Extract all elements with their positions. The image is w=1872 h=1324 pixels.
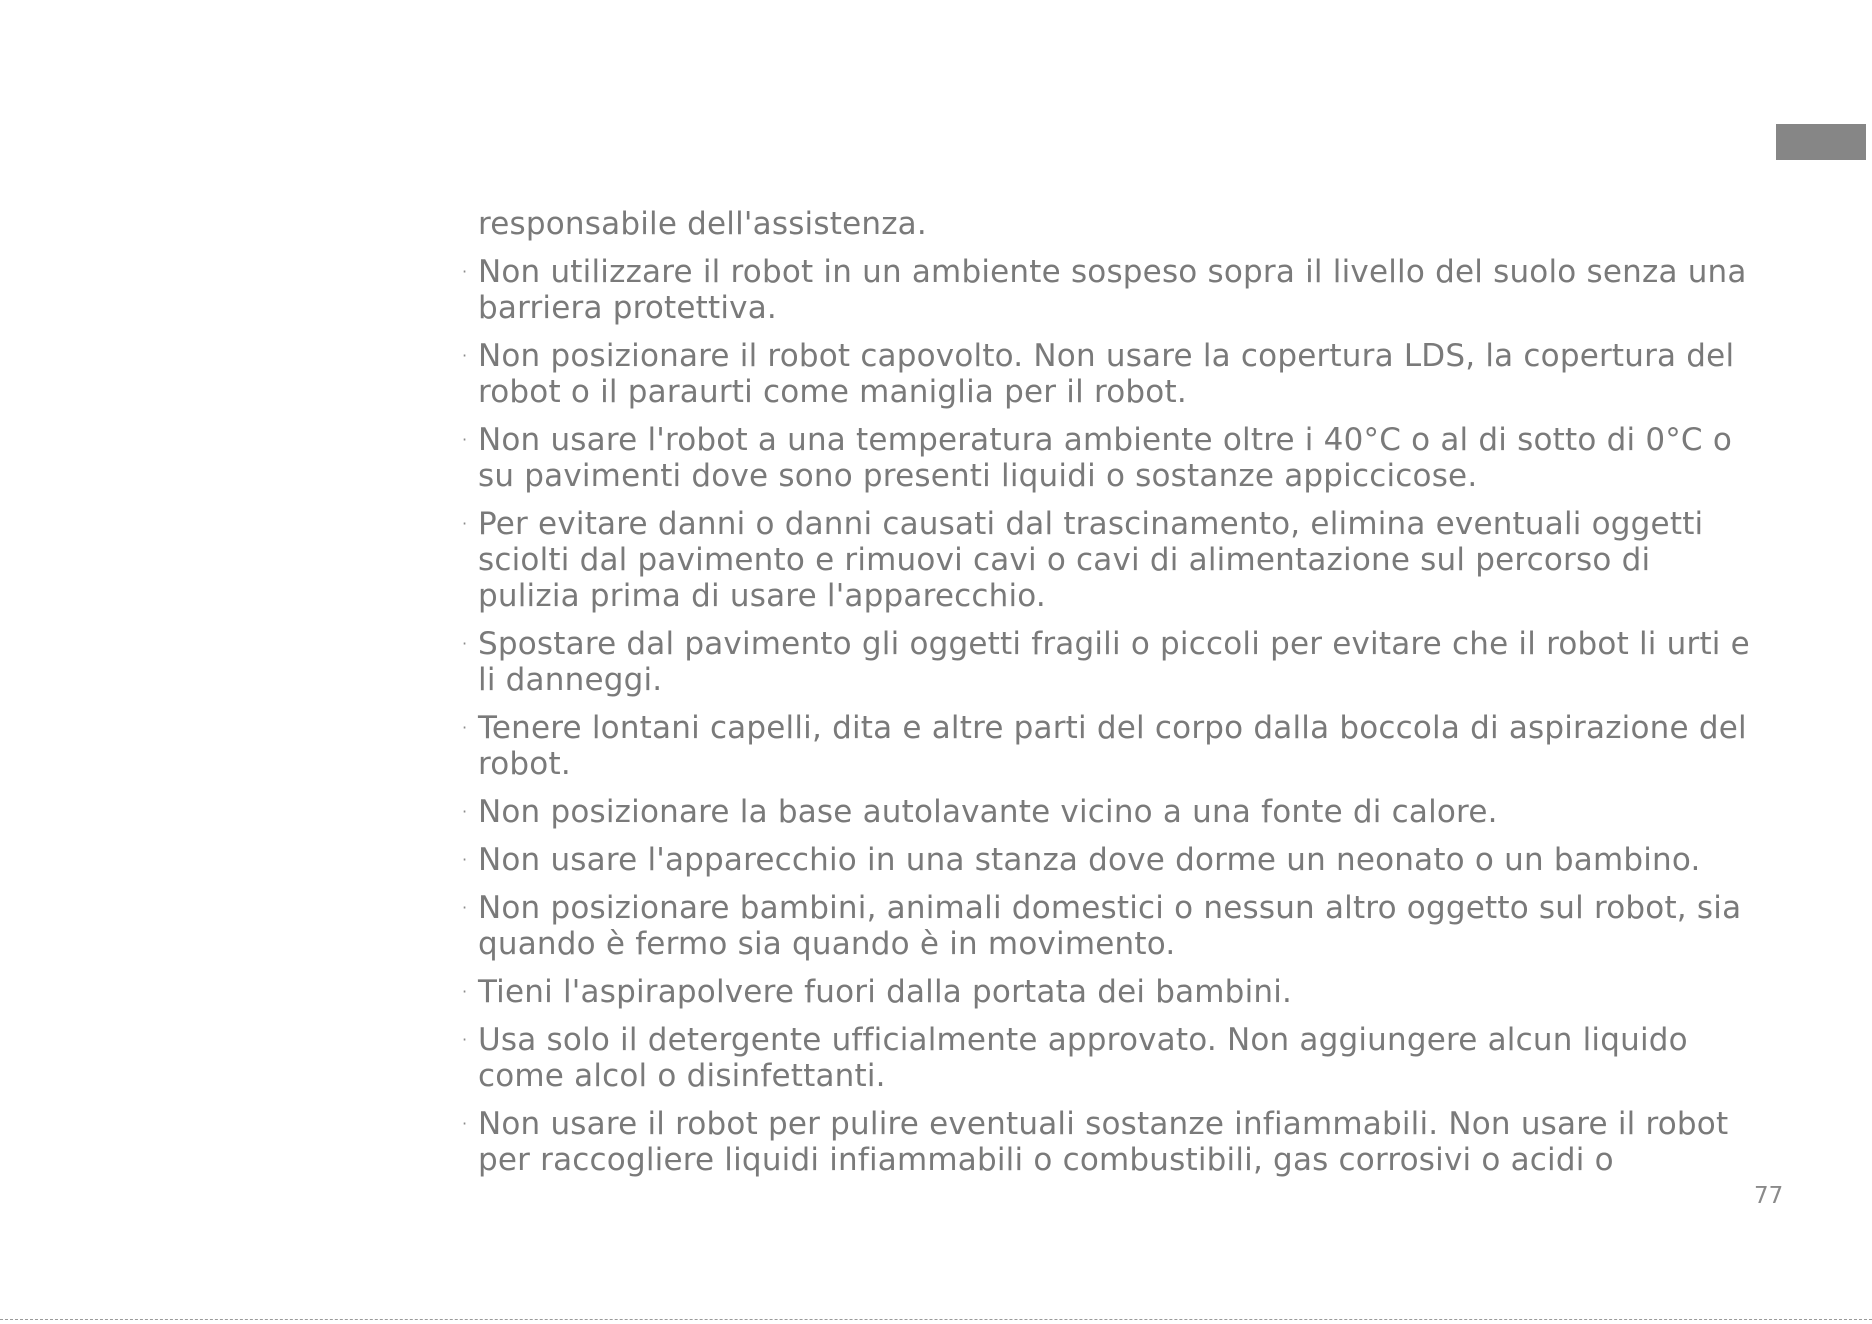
list-item [462,626,1758,698]
bullet-icon: · [462,262,468,281]
list-item-text: Tieni l'aspirapolvere fuori dalla portata dei bambini. [478,974,1293,1010]
list-item [462,338,1758,410]
list-item [462,1022,1758,1094]
list-item-text: Non usare l'apparecchio in una stanza dove dorme un neonato o un bambino. [478,842,1701,878]
bullet-icon: · [462,1030,468,1049]
list-item [462,842,1758,878]
continuation-line: responsabile dell'assistenza. [478,206,927,242]
bullet-icon: · [462,634,468,653]
bullet-icon: · [462,1114,468,1133]
bullet-icon: · [462,982,468,1001]
instruction-list [462,254,1758,1178]
list-item [462,974,1758,1010]
section-tab-marker [1776,124,1866,160]
bullet-icon: · [462,898,468,917]
list-item-text: Non usare l'robot a una temperatura ambiente oltre i 40°C o al di sotto di 0°C o su pavimenti dove sono presenti liquidi o sostanze appiccicose. [478,422,1733,494]
bullet-icon: · [462,718,468,737]
bullet-icon: · [462,850,468,869]
list-item-text: Usa solo il detergente ufficialmente approvato. Non aggiungere alcun liquido come alcol o disinfettanti. [478,1022,1688,1094]
bottom-divider [0,1319,1872,1320]
bullet-icon: · [462,802,468,821]
list-item [462,1106,1758,1178]
list-item [462,710,1758,782]
list-item-text: Non utilizzare il robot in un ambiente sospeso sopra il livello del suolo senza una barriera protettiva. [478,254,1747,326]
list-item-text: Spostare dal pavimento gli oggetti fragili o piccoli per evitare che il robot li urti e li danneggi. [478,626,1750,698]
list-item [462,794,1758,830]
list-item [462,254,1758,326]
safety-instructions [462,206,1758,1190]
bullet-icon: · [462,514,468,533]
list-item-text: Tenere lontani capelli, dita e altre parti del corpo dalla boccola di aspirazione del robot. [478,710,1747,782]
list-item-text: Non posizionare il robot capovolto. Non usare la copertura LDS, la copertura del robot o il paraurti come maniglia per il robot. [478,338,1735,410]
bullet-icon: · [462,430,468,449]
list-item-text: Non posizionare la base autolavante vicino a una fonte di calore. [478,794,1498,830]
list-item-text: Per evitare danni o danni causati dal trascinamento, elimina eventuali oggetti sciolti dal pavimento e rimuovi cavi o cavi di alimentazione sul percorso di pulizia prima di usare l'apparecchio. [478,506,1704,614]
list-item [462,506,1758,614]
list-item [462,890,1758,962]
list-item-text: Non posizionare bambini, animali domestici o nessun altro oggetto sul robot, sia quando è fermo sia quando è in movimento. [478,890,1742,962]
list-item [462,422,1758,494]
bullet-icon: · [462,346,468,365]
page-number: 77 [1754,1183,1784,1209]
list-item-text: Non usare il robot per pulire eventuali sostanze infiammabili. Non usare il robot per raccogliere liquidi infiammabili o combustibili, gas corrosivi o acidi o [478,1106,1729,1178]
